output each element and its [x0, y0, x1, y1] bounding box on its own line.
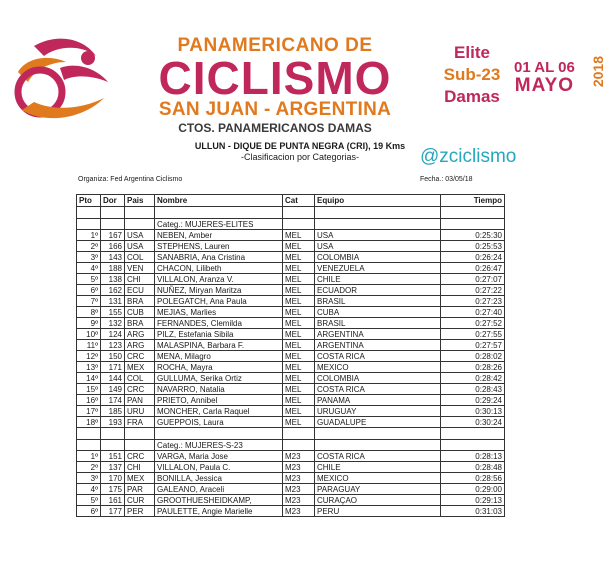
cell-dor: 149: [101, 384, 125, 395]
cell-tiempo: 0:28:02: [441, 351, 505, 362]
cell-tiempo: 0:28:48: [441, 462, 505, 473]
cell-pto: 7º: [77, 296, 101, 307]
empty-cell: [441, 440, 505, 451]
cell-pais: BRA: [125, 318, 155, 329]
event-title-line4: CTOS. PANAMERICANOS DAMAS: [178, 121, 372, 135]
cell-pto: 9º: [77, 318, 101, 329]
cell-equipo: ECUADOR: [315, 285, 441, 296]
event-date-range: 01 AL 06: [514, 59, 575, 76]
empty-cell: [283, 428, 315, 440]
spacer-row: [77, 207, 505, 219]
cell-cat: MEL: [283, 351, 315, 362]
event-title-line3: SAN JUAN - ARGENTINA: [158, 99, 392, 120]
cell-dor: 171: [101, 362, 125, 373]
cell-equipo: ARGENTINA: [315, 329, 441, 340]
results-table: [76, 194, 505, 517]
cell-equipo: CHILE: [315, 462, 441, 473]
cell-cat: MEL: [283, 274, 315, 285]
cell-dor: 170: [101, 473, 125, 484]
table-row: [77, 329, 505, 340]
cell-pto: 18º: [77, 417, 101, 428]
cell-cat: MEL: [283, 230, 315, 241]
cell-tiempo: 0:27:57: [441, 340, 505, 351]
cell-cat: MEL: [283, 307, 315, 318]
table-row: [77, 506, 505, 517]
cell-nombre: VILLALON, Paula C.: [155, 462, 283, 473]
table-row: [77, 307, 505, 318]
cell-equipo: PANAMA: [315, 395, 441, 406]
empty-cell: [441, 207, 505, 219]
category-sub23: Sub-23: [443, 65, 501, 84]
cell-pto: 12º: [77, 351, 101, 362]
event-title-line2: CICLISMO: [158, 52, 392, 104]
cell-pais: PER: [125, 506, 155, 517]
cell-nombre: ROCHA, Mayra: [155, 362, 283, 373]
cell-nombre: NUÑEZ, Miryan Maritza: [155, 285, 283, 296]
organizer-text: Organiza: Fed Argentina Ciclismo: [78, 176, 183, 183]
cell-pto: 2º: [77, 241, 101, 252]
cell-equipo: COSTA RICA: [315, 351, 441, 362]
cell-cat: MEL: [283, 406, 315, 417]
social-handle: @zciclismo: [420, 146, 517, 167]
cell-nombre: GALEANO, Araceli: [155, 484, 283, 495]
cell-cat: MEL: [283, 340, 315, 351]
cell-nombre: GUEPPOIS, Laura: [155, 417, 283, 428]
cell-nombre: GULLUMA, Serika Ortiz: [155, 373, 283, 384]
cell-pais: ECU: [125, 285, 155, 296]
empty-cell: [283, 440, 315, 451]
cell-cat: MEL: [283, 362, 315, 373]
cell-pto: 3º: [77, 473, 101, 484]
cell-pais: COL: [125, 373, 155, 384]
table-row: [77, 495, 505, 506]
event-month: MAYO: [514, 75, 575, 96]
header-pais: Pais: [125, 195, 155, 207]
cell-pto: 5º: [77, 274, 101, 285]
cell-cat: M23: [283, 462, 315, 473]
cell-tiempo: 0:27:52: [441, 318, 505, 329]
cell-tiempo: 0:25:53: [441, 241, 505, 252]
section-title-row: [77, 440, 505, 451]
cell-dor: 124: [101, 329, 125, 340]
cell-pais: CHI: [125, 462, 155, 473]
cell-tiempo: 0:31:03: [441, 506, 505, 517]
table-row: [77, 417, 505, 428]
category-elite: Elite: [454, 43, 490, 62]
header-equipo: Equipo: [315, 195, 441, 207]
cell-dor: 175: [101, 484, 125, 495]
table-row: [77, 384, 505, 395]
event-title-line1: PANAMERICANO DE: [177, 35, 373, 56]
cell-nombre: BONILLA, Jessica: [155, 473, 283, 484]
empty-cell: [101, 219, 125, 230]
cell-dor: 137: [101, 462, 125, 473]
cell-pais: COL: [125, 252, 155, 263]
header-cat: Cat: [283, 195, 315, 207]
cell-tiempo: 0:26:47: [441, 263, 505, 274]
cell-pais: PAR: [125, 484, 155, 495]
table-row: [77, 395, 505, 406]
cell-nombre: SANABRIA, Ana Cristina: [155, 252, 283, 263]
event-header: [0, 0, 610, 135]
table-header-row: [77, 195, 505, 207]
cell-equipo: COLOMBIA: [315, 252, 441, 263]
empty-cell: [125, 207, 155, 219]
cell-equipo: MEXICO: [315, 362, 441, 373]
empty-cell: [101, 207, 125, 219]
cell-pto: 5º: [77, 495, 101, 506]
table-row: [77, 230, 505, 241]
cell-cat: M23: [283, 451, 315, 462]
cell-cat: MEL: [283, 384, 315, 395]
empty-cell: [125, 219, 155, 230]
cell-pto: 4º: [77, 263, 101, 274]
cell-cat: MEL: [283, 329, 315, 340]
cell-equipo: MEXICO: [315, 473, 441, 484]
cell-nombre: VARGA, Maria Jose: [155, 451, 283, 462]
section-title: Categ.: MUJERES-S-23: [155, 440, 283, 451]
cell-pais: MEX: [125, 362, 155, 373]
cell-pais: CRC: [125, 351, 155, 362]
cell-pais: USA: [125, 241, 155, 252]
cell-cat: MEL: [283, 241, 315, 252]
cell-pto: 17º: [77, 406, 101, 417]
empty-cell: [77, 219, 101, 230]
cell-pais: CUR: [125, 495, 155, 506]
cell-tiempo: 0:28:43: [441, 384, 505, 395]
cell-cat: M23: [283, 506, 315, 517]
cell-tiempo: 0:30:13: [441, 406, 505, 417]
cell-dor: 167: [101, 230, 125, 241]
cell-pais: ARG: [125, 329, 155, 340]
cell-cat: M23: [283, 495, 315, 506]
table-row: [77, 296, 505, 307]
cell-nombre: MALASPINA, Barbara F.: [155, 340, 283, 351]
empty-cell: [77, 207, 101, 219]
cell-dor: 185: [101, 406, 125, 417]
cell-nombre: NEBEN, Amber: [155, 230, 283, 241]
cell-cat: MEL: [283, 395, 315, 406]
table-row: [77, 274, 505, 285]
cell-equipo: CHILE: [315, 274, 441, 285]
cell-pais: VEN: [125, 263, 155, 274]
cell-dor: 155: [101, 307, 125, 318]
section-title: Categ.: MUJERES-ELITES: [155, 219, 283, 230]
empty-cell: [155, 207, 283, 219]
cell-tiempo: 0:28:13: [441, 451, 505, 462]
cell-nombre: MENA, Milagro: [155, 351, 283, 362]
table-row: [77, 373, 505, 384]
cell-nombre: GROOTHUESHEIDKAMP,: [155, 495, 283, 506]
table-row: [77, 285, 505, 296]
cell-dor: 132: [101, 318, 125, 329]
race-title: ULLUN - DIQUE DE PUNTA NEGRA (CRI), 19 Kms: [194, 141, 406, 151]
cell-tiempo: 0:28:56: [441, 473, 505, 484]
cell-pto: 1º: [77, 230, 101, 241]
cell-dor: 138: [101, 274, 125, 285]
cell-nombre: FERNANDES, Clemilda: [155, 318, 283, 329]
cell-tiempo: 0:30:24: [441, 417, 505, 428]
cell-nombre: NAVARRO, Natalia: [155, 384, 283, 395]
cell-cat: MEL: [283, 252, 315, 263]
empty-cell: [155, 428, 283, 440]
cell-pto: 13º: [77, 362, 101, 373]
cell-pto: 4º: [77, 484, 101, 495]
empty-cell: [441, 428, 505, 440]
cell-dor: 177: [101, 506, 125, 517]
cell-nombre: MEJIAS, Marlies: [155, 307, 283, 318]
cell-pto: 15º: [77, 384, 101, 395]
cell-pais: CUB: [125, 307, 155, 318]
cell-pais: ARG: [125, 340, 155, 351]
cell-pais: URU: [125, 406, 155, 417]
table-row: [77, 451, 505, 462]
cell-cat: MEL: [283, 263, 315, 274]
header-pto: Pto: [77, 195, 101, 207]
table-row: [77, 473, 505, 484]
cell-tiempo: 0:29:00: [441, 484, 505, 495]
event-year: 2018: [590, 56, 606, 88]
table-row: [77, 318, 505, 329]
cell-equipo: ARGENTINA: [315, 340, 441, 351]
cell-tiempo: 0:27:55: [441, 329, 505, 340]
cell-nombre: PRIETO, Annibel: [155, 395, 283, 406]
cell-tiempo: 0:27:07: [441, 274, 505, 285]
cell-cat: MEL: [283, 285, 315, 296]
cell-dor: 131: [101, 296, 125, 307]
cell-nombre: PAULETTE, Angie Marielle: [155, 506, 283, 517]
empty-cell: [315, 428, 441, 440]
cell-pais: CRC: [125, 384, 155, 395]
cell-cat: MEL: [283, 318, 315, 329]
empty-cell: [101, 428, 125, 440]
header-dor: Dor: [101, 195, 125, 207]
cell-tiempo: 0:25:30: [441, 230, 505, 241]
table-row: [77, 484, 505, 495]
cell-equipo: COSTA RICA: [315, 451, 441, 462]
table-row: [77, 263, 505, 274]
empty-cell: [441, 219, 505, 230]
cell-dor: 123: [101, 340, 125, 351]
empty-cell: [283, 219, 315, 230]
cell-pto: 6º: [77, 285, 101, 296]
cell-equipo: USA: [315, 230, 441, 241]
cell-tiempo: 0:27:23: [441, 296, 505, 307]
cell-nombre: CHACON, Lilibeth: [155, 263, 283, 274]
cell-cat: MEL: [283, 417, 315, 428]
cell-equipo: PERU: [315, 506, 441, 517]
cell-equipo: BRASIL: [315, 296, 441, 307]
cell-cat: MEL: [283, 296, 315, 307]
section-title-row: [77, 219, 505, 230]
cell-dor: 166: [101, 241, 125, 252]
cell-pais: FRA: [125, 417, 155, 428]
cell-pto: 6º: [77, 506, 101, 517]
cell-dor: 174: [101, 395, 125, 406]
cell-dor: 188: [101, 263, 125, 274]
empty-cell: [315, 219, 441, 230]
event-dates: [514, 60, 575, 96]
cell-pto: 3º: [77, 252, 101, 263]
cell-pto: 16º: [77, 395, 101, 406]
cell-equipo: CUBA: [315, 307, 441, 318]
cell-tiempo: 0:26:24: [441, 252, 505, 263]
table-row: [77, 351, 505, 362]
cell-pto: 2º: [77, 462, 101, 473]
cell-equipo: BRASIL: [315, 318, 441, 329]
table-row: [77, 252, 505, 263]
header-tiempo: Tiempo: [441, 195, 505, 207]
empty-cell: [125, 440, 155, 451]
cell-pais: USA: [125, 230, 155, 241]
race-subtitle: -Clasificacion por Categorias-: [240, 152, 360, 162]
cell-equipo: COLOMBIA: [315, 373, 441, 384]
cell-cat: M23: [283, 473, 315, 484]
results-body: [77, 207, 505, 517]
cell-tiempo: 0:29:24: [441, 395, 505, 406]
cell-equipo: URUGUAY: [315, 406, 441, 417]
cell-equipo: USA: [315, 241, 441, 252]
cell-equipo: GUADALUPE: [315, 417, 441, 428]
empty-cell: [77, 428, 101, 440]
spacer-row: [77, 428, 505, 440]
cell-pais: CRC: [125, 451, 155, 462]
table-row: [77, 241, 505, 252]
cell-dor: 162: [101, 285, 125, 296]
cell-dor: 143: [101, 252, 125, 263]
cell-nombre: MONCHER, Carla Raquel: [155, 406, 283, 417]
cell-pto: 10º: [77, 329, 101, 340]
empty-cell: [125, 428, 155, 440]
cell-nombre: POLEGATCH, Ana Paula: [155, 296, 283, 307]
cell-equipo: VENEZUELA: [315, 263, 441, 274]
empty-cell: [283, 207, 315, 219]
cell-nombre: VILLALON, Aranza V.: [155, 274, 283, 285]
date-text: Fecha.: 03/05/18: [420, 176, 473, 183]
cell-pto: 8º: [77, 307, 101, 318]
empty-cell: [315, 440, 441, 451]
cyclist-logo: [4, 28, 122, 128]
cell-tiempo: 0:28:42: [441, 373, 505, 384]
cell-equipo: COSTA RICA: [315, 384, 441, 395]
cell-pais: CHI: [125, 274, 155, 285]
cell-dor: 161: [101, 495, 125, 506]
cell-dor: 193: [101, 417, 125, 428]
cell-dor: 144: [101, 373, 125, 384]
cell-cat: M23: [283, 484, 315, 495]
table-row: [77, 362, 505, 373]
cell-equipo: PARAGUAY: [315, 484, 441, 495]
header-nombre: Nombre: [155, 195, 283, 207]
cell-pais: PAN: [125, 395, 155, 406]
table-row: [77, 340, 505, 351]
cell-pais: BRA: [125, 296, 155, 307]
cell-pto: 14º: [77, 373, 101, 384]
cell-pto: 11º: [77, 340, 101, 351]
table-row: [77, 406, 505, 417]
event-categories: [432, 42, 512, 108]
cell-cat: MEL: [283, 373, 315, 384]
category-damas: Damas: [444, 87, 500, 106]
empty-cell: [315, 207, 441, 219]
event-title-block: [130, 36, 420, 136]
cell-tiempo: 0:29:13: [441, 495, 505, 506]
cell-equipo: CURAÇAO: [315, 495, 441, 506]
cell-nombre: STEPHENS, Lauren: [155, 241, 283, 252]
cell-tiempo: 0:27:40: [441, 307, 505, 318]
empty-cell: [77, 440, 101, 451]
cell-dor: 150: [101, 351, 125, 362]
cell-dor: 151: [101, 451, 125, 462]
table-row: [77, 462, 505, 473]
cell-tiempo: 0:28:26: [441, 362, 505, 373]
empty-cell: [101, 440, 125, 451]
cell-pais: MEX: [125, 473, 155, 484]
cell-nombre: PILZ, Estefania Sibila: [155, 329, 283, 340]
cell-pto: 1º: [77, 451, 101, 462]
cell-tiempo: 0:27:22: [441, 285, 505, 296]
